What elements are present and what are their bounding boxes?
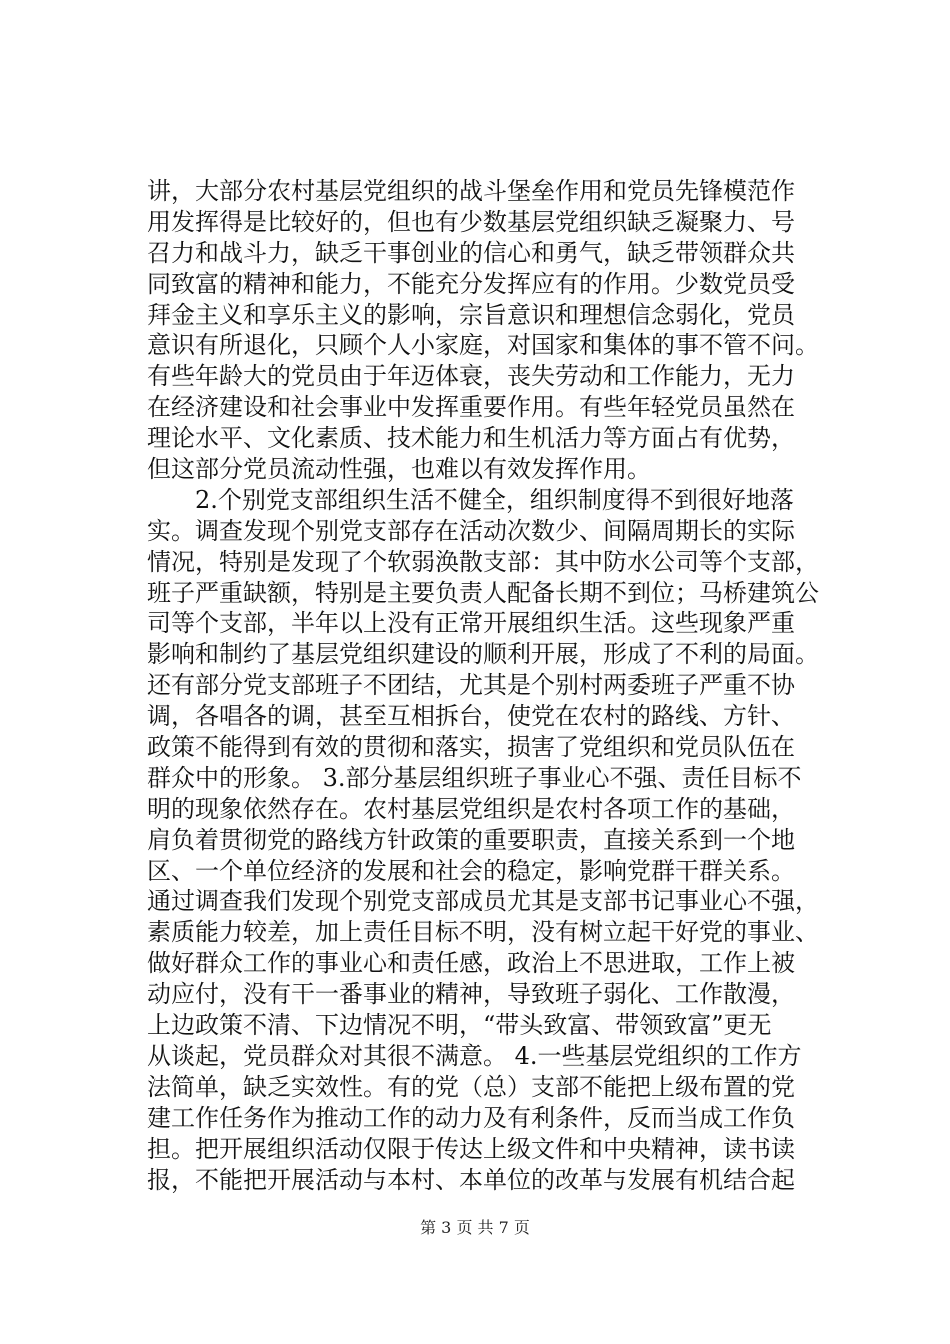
text-line: 调，各唱各的调，甚至互相拆台，使党在农村的路线、方针、 xyxy=(147,702,795,731)
text-line: 素质能力较差，加上责任目标不明，没有树立起干好党的事业、 xyxy=(147,918,819,947)
text-line: 但这部分党员流动性强，也难以有效发挥作用。 xyxy=(147,455,651,484)
text-line: 召力和战斗力，缺乏干事创业的信心和勇气，缺乏带领群众共 xyxy=(147,238,795,267)
text-line: 影响和制约了基层党组织建设的顺利开展，形成了不利的局面。 xyxy=(147,640,819,669)
text-line: 2.个别党支部组织生活不健全，组织制度得不到很好地落 xyxy=(147,485,794,514)
text-line: 明的现象依然存在。农村基层党组织是农村各项工作的基础， xyxy=(147,794,795,823)
text-line: 肩负着贯彻党的路线方针政策的重要职责，直接关系到一个地 xyxy=(147,825,795,854)
text-line: 群众中的形象。 3.部分基层组织班子事业心不强、责任目标不 xyxy=(147,763,802,792)
text-line: 法简单，缺乏实效性。有的党（总）支部不能把上级布置的党 xyxy=(147,1072,795,1101)
text-line: 意识有所退化，只顾个人小家庭，对国家和集体的事不管不问。 xyxy=(147,331,819,360)
text-line: 担。把开展组织活动仅限于传达上级文件和中央精神，读书读 xyxy=(147,1134,795,1163)
text-line: 还有部分党支部班子不团结，尤其是个别村两委班子严重不协 xyxy=(147,671,795,700)
text-line: 动应付，没有干一番事业的精神，导致班子弱化、工作散漫， xyxy=(147,980,795,1009)
text-line: 建工作任务作为推动工作的动力及有利条件，反而当成工作负 xyxy=(147,1103,795,1132)
text-line: 区、一个单位经济的发展和社会的稳定，影响党群干群关系。 xyxy=(147,856,795,885)
text-line: 实。调查发现个别党支部存在活动次数少、间隔周期长的实际 xyxy=(147,516,795,545)
text-line: 情况，特别是发现了个软弱涣散支部：其中防水公司等个支部， xyxy=(147,547,819,576)
text-line: 有些年龄大的党员由于年迈体衰，丧失劳动和工作能力，无力 xyxy=(147,362,795,391)
text-line: 讲，大部分农村基层党组织的战斗堡垒作用和党员先锋模范作 xyxy=(147,177,795,205)
text-line: 在经济建设和社会事业中发挥重要作用。有些年轻党员虽然在 xyxy=(147,393,795,422)
text-line: 拜金主义和享乐主义的影响，宗旨意识和理想信念弱化，党员 xyxy=(147,300,795,329)
body-text xyxy=(147,176,837,1195)
text-line: 司等个支部，半年以上没有正常开展组织生活。这些现象严重 xyxy=(147,609,795,638)
text-line: 上边政策不清、下边情况不明，“带头致富、带领致富”更无 xyxy=(147,1011,772,1040)
page-number-label: 第 3 页 共 7 页 xyxy=(420,1218,530,1237)
text-line: 同致富的精神和能力，不能充分发挥应有的作用。少数党员受 xyxy=(147,269,795,298)
text-line: 用发挥得是比较好的，但也有少数基层党组织缺乏凝聚力、号 xyxy=(147,207,795,236)
text-line: 理论水平、文化素质、技术能力和生机活力等方面占有优势， xyxy=(147,424,795,453)
text-line: 报，不能把开展活动与本村、本单位的改革与发展有机结合起 xyxy=(147,1165,795,1194)
text-line: 从谈起，党员群众对其很不满意。 4.一些基层党组织的工作方 xyxy=(147,1041,802,1070)
text-line: 做好群众工作的事业心和责任感，政治上不思进取，工作上被 xyxy=(147,949,795,978)
page-footer xyxy=(0,1218,950,1238)
text-line: 政策不能得到有效的贯彻和落实，损害了党组织和党员队伍在 xyxy=(147,733,795,762)
text-line: 通过调查我们发现个别党支部成员尤其是支部书记事业心不强， xyxy=(147,887,819,916)
text-line: 班子严重缺额，特别是主要负责人配备长期不到位；马桥建筑公 xyxy=(147,578,819,607)
